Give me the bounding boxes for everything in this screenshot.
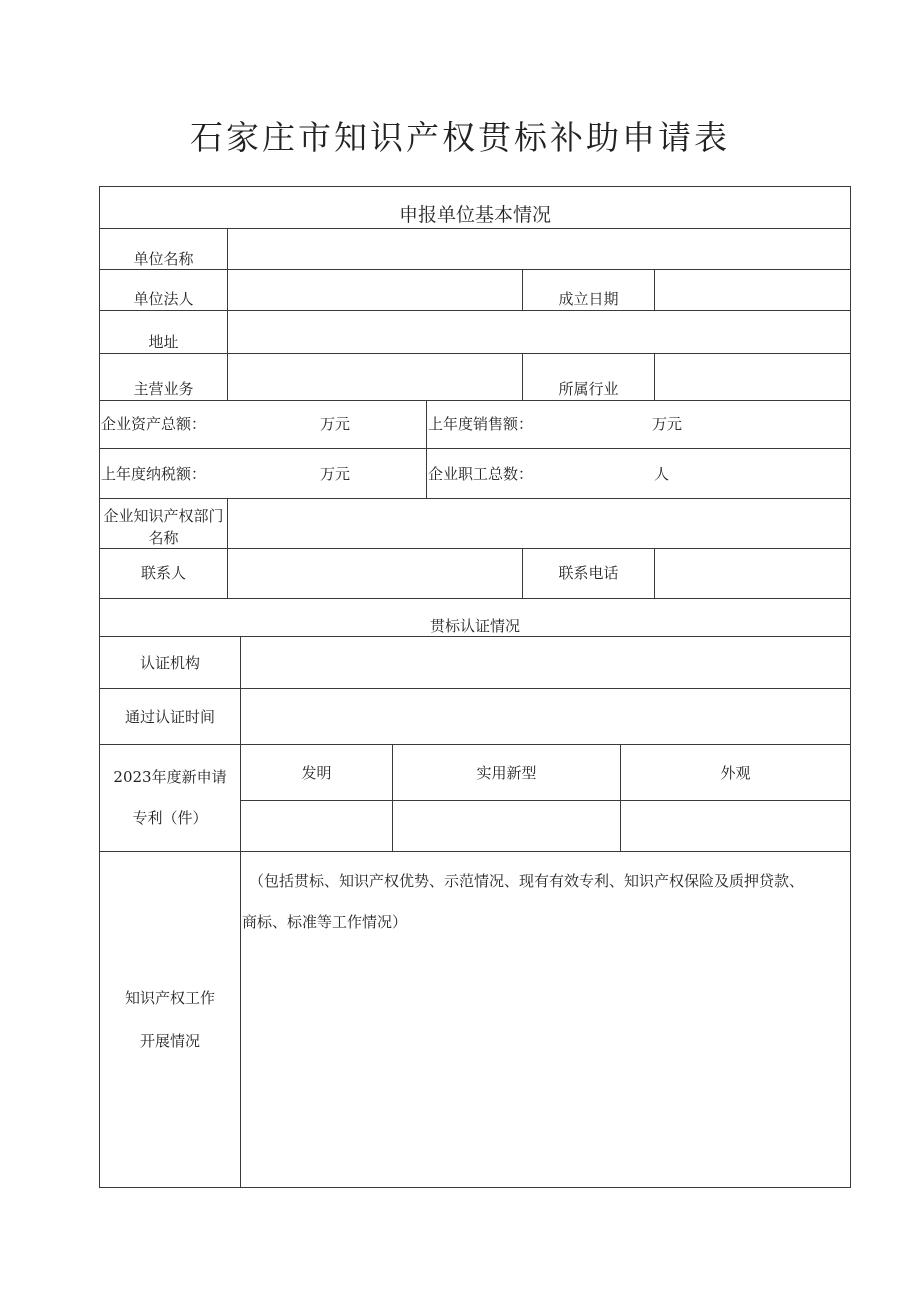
last-year-sales-field[interactable] — [530, 401, 648, 447]
cert-agency-label: 认证机构 — [139, 654, 200, 672]
ip-dept-field[interactable] — [228, 499, 850, 548]
industry-field[interactable] — [655, 354, 850, 400]
industry-label: 所属行业 — [558, 380, 619, 398]
invention-header: 发明 — [301, 764, 332, 782]
section-header-certification: 贯标认证情况 — [429, 617, 520, 635]
last-year-tax-field[interactable] — [200, 449, 315, 497]
ip-dept-label-line1: 企业知识产权部门 — [103, 507, 224, 525]
founded-date-label: 成立日期 — [558, 290, 619, 308]
form-title: 石家庄市知识产权贯标补助申请表 — [190, 118, 730, 157]
cert-time-label: 通过认证时间 — [124, 708, 215, 726]
phone-field[interactable] — [655, 549, 850, 598]
section-header-basic-info: 申报单位基本情况 — [398, 204, 551, 226]
ip-work-label-line1: 知识产权工作 — [124, 989, 215, 1007]
ip-work-hint-line2: 商标、标准等工作情况） — [242, 913, 408, 931]
design-header: 外观 — [720, 764, 751, 782]
total-assets-field[interactable] — [200, 401, 315, 447]
ip-dept-label-line2: 名称 — [148, 529, 179, 547]
main-business-field[interactable] — [228, 354, 522, 400]
patents-label-line1: 2023年度新申请 — [113, 768, 227, 786]
last-year-tax-label: 上年度纳税额： — [101, 465, 207, 483]
col-line — [426, 400, 427, 498]
founded-date-field[interactable] — [655, 270, 850, 310]
patents-label-line2: 专利（件） — [132, 809, 208, 827]
ip-work-field[interactable] — [241, 940, 850, 1186]
row-line — [99, 744, 851, 745]
contact-field[interactable] — [228, 549, 522, 598]
last-year-sales-label: 上年度销售额： — [428, 415, 534, 433]
last-year-tax-unit: 万元 — [320, 465, 351, 483]
address-field[interactable] — [228, 311, 850, 353]
last-year-sales-unit: 万元 — [652, 415, 683, 433]
contact-label: 联系人 — [140, 564, 186, 582]
unit-name-label: 单位名称 — [133, 250, 194, 268]
cert-agency-field[interactable] — [241, 637, 850, 688]
unit-name-field[interactable] — [228, 229, 850, 269]
legal-rep-field[interactable] — [228, 270, 522, 310]
cert-time-field[interactable] — [241, 689, 850, 744]
utility-model-count-field[interactable] — [393, 801, 620, 851]
row-line — [99, 598, 851, 599]
table-border-right — [850, 186, 851, 1188]
phone-label: 联系电话 — [558, 564, 619, 582]
legal-rep-label: 单位法人 — [133, 290, 194, 308]
ip-work-label-line2: 开展情况 — [139, 1032, 200, 1050]
ip-work-hint-line1: （包括贯标、知识产权优势、示范情况、现有有效专利、知识产权保险及质押贷款、 — [249, 872, 805, 890]
table-border-bottom — [99, 1187, 851, 1188]
employees-field[interactable] — [530, 449, 648, 497]
employees-unit: 人 — [654, 465, 670, 483]
utility-model-header: 实用新型 — [476, 764, 537, 782]
address-label: 地址 — [148, 333, 179, 351]
total-assets-unit: 万元 — [320, 415, 351, 433]
total-assets-label: 企业资产总额： — [101, 415, 207, 433]
employees-label: 企业职工总数： — [428, 465, 534, 483]
invention-count-field[interactable] — [241, 801, 392, 851]
main-business-label: 主营业务 — [133, 380, 194, 398]
table-border-top — [99, 186, 851, 187]
row-line — [99, 851, 851, 852]
design-count-field[interactable] — [621, 801, 850, 851]
